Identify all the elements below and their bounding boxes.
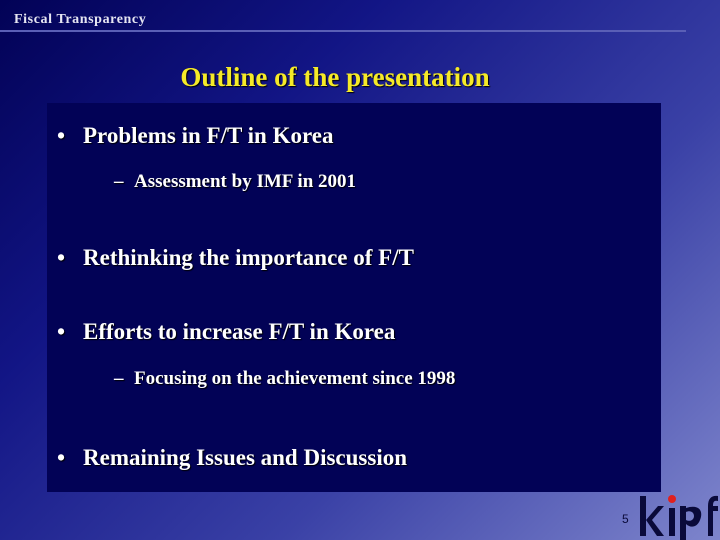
dash-mark: – bbox=[114, 368, 124, 389]
bullet-text: Problems in F/T in Korea bbox=[83, 123, 334, 148]
bullet-item bbox=[57, 319, 395, 345]
bullet-mark: • bbox=[57, 123, 66, 148]
bullet-text: Rethinking the importance of F/T bbox=[83, 245, 414, 270]
kipf-logo bbox=[634, 490, 720, 540]
sub-bullet-text: Assessment by IMF in 2001 bbox=[134, 171, 357, 192]
bullet-mark: • bbox=[57, 445, 66, 470]
header-title: Fiscal Transparency bbox=[14, 12, 147, 27]
bullet-text: Efforts to increase F/T in Korea bbox=[83, 319, 396, 344]
dash-mark: – bbox=[114, 171, 124, 192]
header-rule bbox=[0, 30, 686, 32]
bullet-item bbox=[57, 123, 333, 149]
slide-title: Outline of the presentation bbox=[180, 62, 490, 92]
sub-bullet-item bbox=[114, 171, 356, 193]
logo-dot-icon bbox=[668, 495, 676, 503]
sub-bullet-item bbox=[114, 368, 455, 390]
bullet-item bbox=[57, 245, 414, 271]
bullet-mark: • bbox=[57, 245, 66, 270]
bullet-text: Remaining Issues and Discussion bbox=[83, 445, 408, 470]
bullet-item bbox=[57, 445, 407, 471]
page-number: 5 bbox=[622, 512, 629, 526]
content-panel bbox=[47, 103, 661, 492]
bullet-mark: • bbox=[57, 319, 66, 344]
sub-bullet-text: Focusing on the achievement since 1998 bbox=[134, 368, 456, 389]
